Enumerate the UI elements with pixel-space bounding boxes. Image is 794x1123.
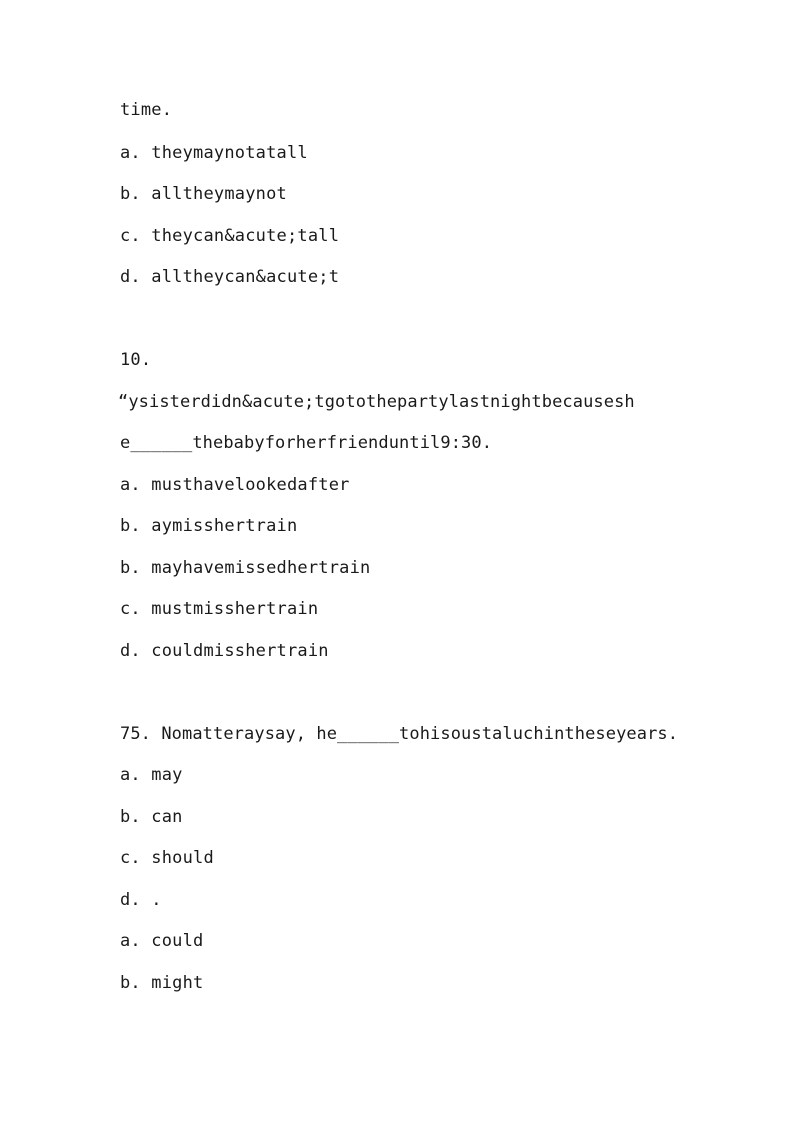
option-a: a. theymaynotatall [120,143,308,163]
option-a: a. may [120,765,183,785]
option-b: b. might [120,973,204,993]
option-a: a. could [120,931,204,951]
option-b: b. can [120,807,183,827]
option-c: c. mustmisshertrain [120,599,319,619]
question-continuation-text: time. [120,100,173,120]
option-a: a. musthavelookedafter [120,475,350,495]
option-c: c. should [120,848,214,868]
question-text-continued: e______thebabyforherfrienduntil9:30. [120,433,493,453]
option-d: d. . [120,890,162,910]
question-number: 10. [120,350,152,370]
option-d: d. couldmisshertrain [120,641,329,661]
option-c: c. theycan&acute;tall [120,226,340,246]
option-d: d. alltheycan&acute;t [120,267,340,287]
question-text: 75. Nomatteraysay, he______tohisoustaluchintheseyears. [120,724,679,744]
option-b: b. aymisshertrain [120,516,298,536]
option-b: b. alltheymaynot [120,184,287,204]
option-b: b. mayhavemissedhertrain [120,558,371,578]
question-text: “ysisterdidn&acute;tgotothepartylastnightbecausesh [118,392,635,412]
